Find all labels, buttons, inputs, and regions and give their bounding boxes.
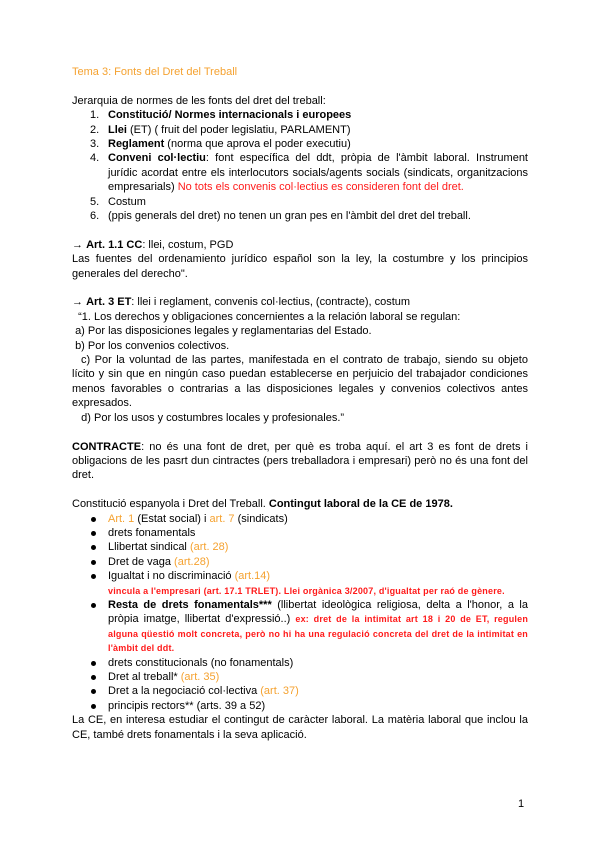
hierarchy-intro: Jerarquia de normes de les fonts del dret del treball: [72,94,326,107]
list-item [72,555,528,569]
list-item [72,526,528,540]
quote-line: c) Por la voluntad de las partes, manifestada en el contrato de trabajo, siendo su objeto lícito y sin que en ningún caso puedan establecerse en perjuicio del trabajador condiciones menos favorables o contrarias a las disposiciones legales y convenios colectivos antes expresados. [72,354,532,410]
bullet-icon [91,704,96,709]
item-bold: Resta de drets fonamentals*** [108,598,272,611]
list-item [72,699,528,713]
list-item [72,598,528,656]
article-summary: : llei, costum, PGD [142,238,234,251]
item-text: drets fonamentals [108,526,196,539]
article-ref: (art.28) [174,555,210,568]
article-ref: (art.14) [234,570,271,583]
item-number: 5. [90,195,100,208]
quote-line: a) Por las disposiciones legales y reglamentarias del Estado. [72,325,372,338]
item-text: (llibertat ideològica religiosa, delta a l'honor, a la pròpia imatge, llibertat d'expressió..) [108,598,528,626]
item-text: Dret a la negociació col·lectiva [108,685,261,698]
article-ref: (art. 28) [189,541,229,554]
item-text: principis rectors** (arts. 39 a 52) [108,699,266,712]
bullet-icon [91,517,96,522]
list-item [72,151,528,194]
bullet-icon [91,689,96,694]
contracte-text: : no és una font de dret, per què es troba aquí. el art 3 es font de drets i obligacions de les pasrt dun cintractes (pers treballadora i empresari) però no és una font del dret. [72,440,528,482]
article-summary: : llei i reglament, convenis col·lectius, (contracte), costum [131,296,411,309]
bullet-icon [91,603,96,608]
item-number: 6. [90,210,100,223]
list-item [72,540,528,554]
contracte-section [72,440,528,483]
item-note: ex: dret de la intimitat art 18 i 20 de ET, regulen alguna qüestió molt concreta, però no hi ha una regulació concreta del dret de la intimitat en l'àmbit del ddt. [108,614,529,654]
list-item [72,569,528,598]
item-text: Dret de vaga [108,555,175,568]
quote-line: b) Por los convenios colectivos. [72,339,230,352]
list-item [72,209,528,223]
item-number: 4. [90,152,100,165]
ce-outro: La CE, en interesa estudiar el contingut de caràcter laboral. La matèria laboral que inclou la CE, també drets fonamentals i la seva aplicació. [72,714,528,741]
article-ref: Art. 1.1 CC [86,238,143,251]
item-text: (ET) ( fruit del poder legislatiu, PARLAMENT) [126,123,351,136]
item-number: 2. [90,123,100,136]
item-text: Llibertat sindical [108,541,190,554]
ce-section [72,497,528,742]
ce-intro: Constitució espanyola i Dret del Treball. [72,498,269,511]
item-text: Igualtat i no discriminació [108,570,235,583]
item-text: : font específica del ddt, pròpia de l'àmbit laboral. Instrument jurídic acordat entre els interlocutors socials/agents socials (sindicats, organitzacions empresarials) [108,152,528,194]
article-ref: (art. 37) [260,685,299,698]
item-bold: Reglament [108,138,165,151]
ce-list [72,512,528,714]
list-item [72,123,528,137]
contracte-heading: CONTRACTE [72,440,142,453]
art-3-et-section [72,295,532,425]
item-bold: Llei [108,123,127,136]
bullet-icon [91,531,96,536]
bullet-icon [91,661,96,666]
list-item [72,684,528,698]
arrow-icon: → [72,296,87,309]
quote-line: d) Por los usos y costumbres locales y profesionales.” [72,411,345,424]
item-note: vincula a l'empresari (art. 17.1 TRLET). Llei orgànica 3/2007, d'igualtat per raó de gènere. [108,585,505,596]
list-item [72,108,528,122]
article-ref: (art. 35) [180,670,220,683]
item-bold: Constitució/ Normes internacionals i europees [108,109,352,122]
quote-line: “1. Los derechos y obligaciones concernientes a la relación laboral se regulan: [72,310,461,323]
item-bold: Conveni col·lectiu [108,152,206,165]
hierarchy-section [72,94,528,224]
arrow-icon: → [72,238,87,251]
page-number: 1 [518,798,525,810]
list-item [72,670,528,684]
art-1-1-cc-section [72,238,528,281]
item-text: (Estat social) i [134,512,210,525]
bullet-icon [91,560,96,565]
list-item [72,656,528,670]
article-ref: Art. 3 ET [86,296,132,309]
list-item [72,512,528,526]
item-note: No tots els convenis col·lectius es consideren font del dret. [177,181,464,194]
list-item [72,195,528,209]
bullet-icon [91,574,96,579]
item-text: (ppis generals del dret) no tenen un gran pes en l'àmbit del dret del treball. [108,210,471,223]
hierarchy-list [72,108,528,223]
item-text: Costum [108,195,146,208]
item-number: 1. [90,109,100,122]
document-title: Tema 3: Fonts del Dret del Treball [72,66,238,78]
ce-intro-bold: Contingut laboral de la CE de 1978. [268,498,453,511]
item-text: Dret al treball* [108,670,181,683]
item-text: drets constitucionals (no fonamentals) [108,656,294,669]
article-ref: Art. 1 [108,512,135,525]
item-text: (sindicats) [234,512,288,525]
item-number: 3. [90,138,100,151]
bullet-icon [91,675,96,680]
article-ref: art. 7 [209,512,235,525]
article-quote: Las fuentes del ordenamiento jurídico español son la ley, la costumbre y los principios generales del derecho". [72,253,528,280]
list-item [72,137,528,151]
bullet-icon [91,545,96,550]
item-text: (norma que aprova el poder executiu) [164,138,351,151]
